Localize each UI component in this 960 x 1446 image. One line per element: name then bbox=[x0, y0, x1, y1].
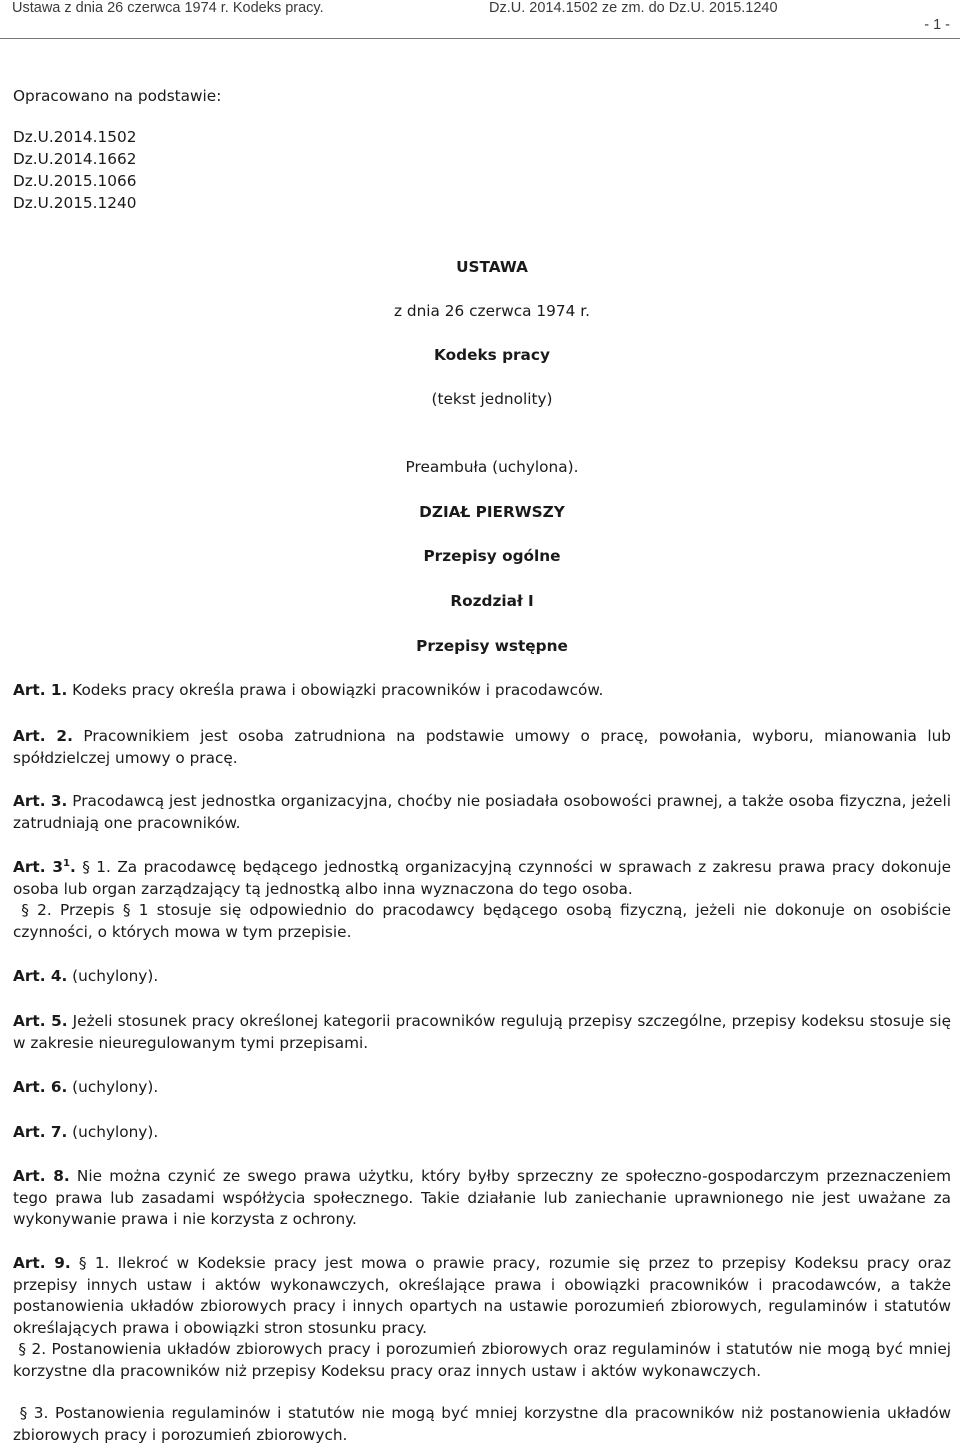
header-journal-ref: Dz.U. 2014.1502 ze zm. do Dz.U. 2015.1240 bbox=[489, 0, 778, 16]
article-text: Pracodawcą jest jednostka organizacyjna, choćby nie posiadała osobowości prawnej, a także osoba fizyczna, jeżeli zatrudniają one pracowników. bbox=[13, 792, 951, 832]
act-name: Kodeks pracy bbox=[434, 346, 550, 364]
paragraph-number: § 1. bbox=[78, 1254, 110, 1272]
article-label: Art. 4. bbox=[13, 967, 68, 985]
article-label: Art. 3 bbox=[13, 858, 64, 876]
article-5 bbox=[13, 1011, 951, 1054]
division-heading: DZIAŁ PIERWSZY bbox=[419, 503, 565, 521]
source-ref: Dz.U.2015.1066 bbox=[13, 172, 137, 190]
article-text: (uchylony). bbox=[72, 1078, 159, 1096]
paragraph-text: Postanowienia regulaminów i statutów nie mogą być mniej korzystne dla pracowników niż postanowienia układów zbiorowych pracy i porozumień zbiorowych. bbox=[13, 1404, 951, 1444]
article-text: Jeżeli stosunek pracy określonej kategorii pracowników regulują przepisy szczególne, przepisy kodeksu stosuje się w zakresie nieuregulowanym tymi przepisami. bbox=[13, 1012, 951, 1052]
article-label: Art. 6. bbox=[13, 1078, 68, 1096]
source-ref: Dz.U.2015.1240 bbox=[13, 194, 137, 212]
preamble: Preambuła (uchylona). bbox=[405, 458, 579, 476]
header-act-title: Ustawa z dnia 26 czerwca 1974 r. Kodeks pracy. bbox=[12, 0, 324, 16]
article-text: Pracownikiem jest osoba zatrudniona na podstawie umowy o pracę, powołania, wyboru, mianowania lub spółdzielczej umowy o pracę. bbox=[13, 727, 951, 767]
article-label: Art. 9. bbox=[13, 1254, 71, 1272]
article-8 bbox=[13, 1166, 951, 1231]
paragraph-text: Postanowienia układów zbiorowych pracy i porozumień zbiorowych oraz regulaminów i statutów nie mogą być mniej korzystne dla pracowników niż przepisy Kodeksu pracy oraz innych ustaw i aktów wykonawczych. bbox=[13, 1340, 951, 1380]
article-text: Kodeks pracy określa prawa i obowiązki pracowników i pracodawców. bbox=[72, 681, 604, 699]
article-text: (uchylony). bbox=[72, 967, 159, 985]
article-label-dot: . bbox=[70, 858, 76, 876]
article-label: Art. 2. bbox=[13, 727, 73, 745]
page-number: - 1 - bbox=[924, 17, 950, 33]
act-date: z dnia 26 czerwca 1974 r. bbox=[394, 302, 590, 320]
paragraph-number: § 1. bbox=[82, 858, 111, 876]
article-9-paragraph-3 bbox=[13, 1403, 951, 1446]
paragraph-text: Przepis § 1 stosuje się odpowiednio do pracodawcy będącego osobą fizyczną, jeżeli nie dokonuje on osobiście czynności, o których mowa w tym przepisie. bbox=[13, 901, 951, 941]
running-header bbox=[0, 0, 960, 18]
article-9 bbox=[13, 1253, 951, 1339]
source-ref: Dz.U.2014.1662 bbox=[13, 150, 137, 168]
article-1 bbox=[13, 680, 951, 702]
article-label: Art. 7. bbox=[13, 1123, 68, 1141]
source-ref: Dz.U.2014.1502 bbox=[13, 128, 137, 146]
article-6 bbox=[13, 1077, 951, 1099]
article-text: Nie można czynić ze swego prawa użytku, który byłby sprzeczny ze społeczno-gospodarczym przeznaczeniem tego prawa lub zasadami współżycia społecznego. Takie działanie lub zaniechanie uprawnionego nie jest uważane za wykonywanie prawa i nie korzysta z ochrony. bbox=[13, 1167, 951, 1228]
article-3-1 bbox=[13, 857, 951, 900]
article-2 bbox=[13, 726, 951, 769]
chapter-title: Przepisy wstępne bbox=[416, 637, 568, 655]
paragraph-number: § 2. bbox=[21, 901, 52, 919]
paragraph-number: § 3. bbox=[19, 1404, 49, 1422]
paragraph-number: § 2. bbox=[18, 1340, 47, 1358]
article-label: Art. 5. bbox=[13, 1012, 68, 1030]
article-label: Art. 3. bbox=[13, 792, 68, 810]
act-note: (tekst jednolity) bbox=[431, 390, 553, 408]
paragraph-text: Za pracodawcę będącego jednostką organizacyjną czynności w sprawach z zakresu prawa pracy dokonuje osoba lub organ zarządzający tą jednostką albo inna wyznaczona do tego osoba. bbox=[13, 858, 951, 898]
article-text: (uchylony). bbox=[72, 1123, 159, 1141]
division-title: Przepisy ogólne bbox=[423, 547, 561, 565]
act-type: USTAWA bbox=[456, 258, 528, 276]
article-9-paragraph-2 bbox=[13, 1339, 951, 1382]
article-label: Art. 8. bbox=[13, 1167, 70, 1185]
article-7 bbox=[13, 1122, 951, 1144]
article-label: Art. 1. bbox=[13, 681, 68, 699]
article-4 bbox=[13, 966, 951, 988]
sources-intro: Opracowano na podstawie: bbox=[13, 87, 222, 105]
paragraph-text: Ilekroć w Kodeksie pracy jest mowa o prawie pracy, rozumie się przez to przepisy Kodeksu pracy oraz przepisy innych ustaw i aktów wykonawczych, określające prawa i obowiązki pracowników i pracodawców, a także postanowienia układów zbiorowych pracy i innych opartych na ustawie porozumień zbiorowych, regulaminów i statutów określających prawa i obowiązki stron stosunku pracy. bbox=[13, 1254, 951, 1337]
article-superscript: 1 bbox=[63, 857, 70, 869]
chapter-heading: Rozdział I bbox=[450, 592, 534, 610]
article-3-1-paragraph-2 bbox=[13, 900, 951, 943]
header-rule bbox=[0, 38, 960, 39]
article-3 bbox=[13, 791, 951, 834]
